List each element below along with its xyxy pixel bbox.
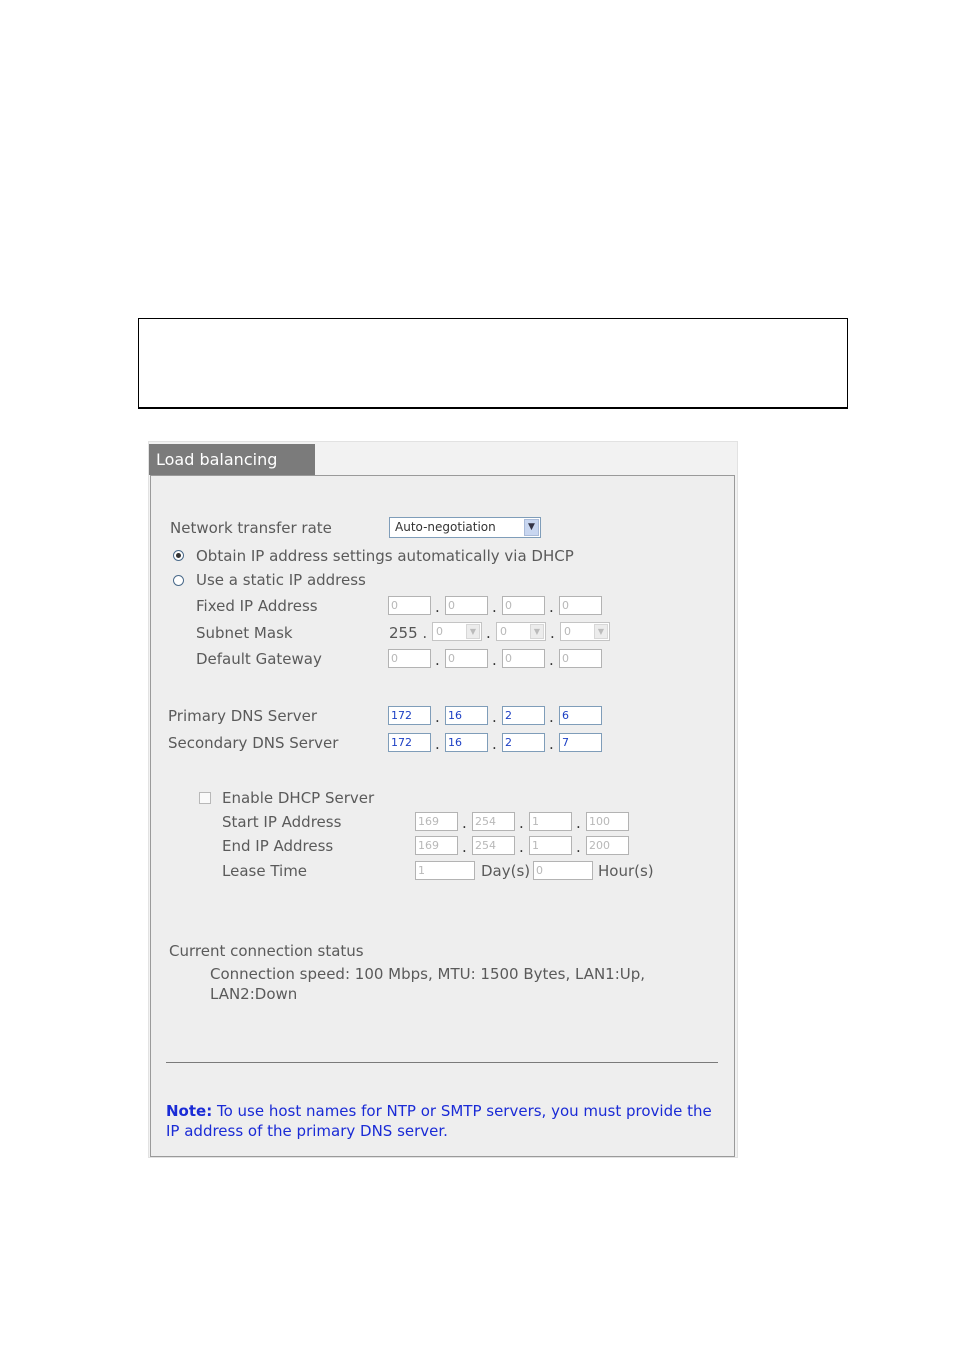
ip-separator: .	[549, 651, 554, 669]
ip-separator: .	[435, 598, 440, 616]
start-ip-octet-4[interactable]: 100	[586, 812, 629, 831]
primary-dns-octet-2[interactable]: 16	[445, 706, 488, 725]
lease-time-label: Lease Time	[222, 862, 308, 880]
days-unit-label: Day(s)	[481, 862, 531, 880]
ip-separator: .	[435, 735, 440, 753]
subnet-octet-4-value: 0	[564, 625, 571, 638]
primary-dns-octet-1[interactable]: 172	[388, 706, 431, 725]
subnet-octet-4-select[interactable]	[560, 622, 610, 641]
dhcp-radio[interactable]	[173, 550, 184, 561]
secondary-dns-octet-4[interactable]: 7	[559, 733, 602, 752]
end-ip-label: End IP Address	[222, 837, 334, 855]
ip-separator: .	[492, 598, 497, 616]
secondary-dns-octet-2[interactable]: 16	[445, 733, 488, 752]
primary-dns-octet-3[interactable]: 2	[502, 706, 545, 725]
gateway-octet-3[interactable]: 0	[502, 649, 545, 668]
ip-separator: .	[576, 814, 581, 832]
note-text-line-2: IP address of the primary DNS server.	[166, 1122, 448, 1140]
fixed-ip-octet-1[interactable]: 0	[388, 596, 431, 615]
ip-separator: .	[486, 624, 491, 642]
start-ip-octet-3[interactable]: 1	[529, 812, 572, 831]
primary-dns-octet-4[interactable]: 6	[559, 706, 602, 725]
default-gateway-label: Default Gateway	[196, 650, 322, 668]
end-ip-octet-4[interactable]: 200	[586, 836, 629, 855]
transfer-rate-label: Network transfer rate	[170, 519, 332, 537]
chevron-down-icon[interactable]: ▼	[594, 624, 608, 639]
gateway-octet-1[interactable]: 0	[388, 649, 431, 668]
subnet-octet-3-value: 0	[500, 625, 507, 638]
chevron-down-icon[interactable]: ▼	[466, 624, 480, 639]
chevron-down-icon[interactable]: ▼	[530, 624, 544, 639]
ip-separator: .	[492, 651, 497, 669]
dns-note	[166, 1101, 718, 1141]
subnet-octet-2-select[interactable]	[432, 622, 482, 641]
end-ip-octet-3[interactable]: 1	[529, 836, 572, 855]
enable-dhcp-checkbox[interactable]	[199, 792, 211, 804]
fixed-ip-octet-4[interactable]: 0	[559, 596, 602, 615]
ip-separator: .	[549, 708, 554, 726]
lease-days-input[interactable]: 1	[415, 861, 475, 880]
subnet-mask-label: Subnet Mask	[196, 624, 293, 642]
secondary-dns-octet-3[interactable]: 2	[502, 733, 545, 752]
gateway-octet-2[interactable]: 0	[445, 649, 488, 668]
ip-separator: .	[492, 735, 497, 753]
tab-load-balancing[interactable]: Load balancing	[149, 444, 315, 475]
ip-separator: .	[462, 814, 467, 832]
connection-status-heading: Current connection status	[169, 942, 364, 960]
ip-separator: .	[550, 624, 555, 642]
fixed-ip-label: Fixed IP Address	[196, 597, 318, 615]
transfer-rate-select[interactable]	[389, 517, 541, 538]
note-text-line-1: To use host names for NTP or SMTP servers, you must provide the	[212, 1102, 712, 1120]
blank-frame	[138, 318, 848, 409]
ip-separator: .	[519, 838, 524, 856]
chevron-down-icon[interactable]: ▼	[524, 519, 539, 536]
start-ip-label: Start IP Address	[222, 813, 342, 831]
ip-separator: .	[549, 598, 554, 616]
lease-hours-input[interactable]: 0	[533, 861, 593, 880]
primary-dns-label: Primary DNS Server	[168, 707, 317, 725]
secondary-dns-label: Secondary DNS Server	[168, 734, 339, 752]
subnet-first-octet: 255 .	[389, 624, 428, 642]
ip-separator: .	[549, 735, 554, 753]
subnet-octet-2-value: 0	[436, 625, 443, 638]
dhcp-radio-label: Obtain IP address settings automatically via DHCP	[196, 547, 574, 565]
ip-separator: .	[519, 814, 524, 832]
connection-status-line-1: Connection speed: 100 Mbps, MTU: 1500 Bytes, LAN1:Up,	[210, 965, 646, 983]
start-ip-octet-1[interactable]: 169	[415, 812, 458, 831]
ip-separator: .	[492, 708, 497, 726]
enable-dhcp-label: Enable DHCP Server	[222, 789, 375, 807]
ip-separator: .	[462, 838, 467, 856]
fixed-ip-octet-3[interactable]: 0	[502, 596, 545, 615]
fixed-ip-octet-2[interactable]: 0	[445, 596, 488, 615]
static-ip-radio-label: Use a static IP address	[196, 571, 366, 589]
ip-separator: .	[576, 838, 581, 856]
subnet-octet-3-select[interactable]	[496, 622, 546, 641]
ip-separator: .	[435, 651, 440, 669]
ip-separator: .	[435, 708, 440, 726]
connection-status-line-2: LAN2:Down	[210, 985, 298, 1003]
note-prefix: Note:	[166, 1102, 213, 1120]
transfer-rate-value: Auto-negotiation	[395, 520, 496, 534]
secondary-dns-octet-1[interactable]: 172	[388, 733, 431, 752]
static-ip-radio[interactable]	[173, 575, 184, 586]
hours-unit-label: Hour(s)	[598, 862, 654, 880]
end-ip-octet-1[interactable]: 169	[415, 836, 458, 855]
start-ip-octet-2[interactable]: 254	[472, 812, 515, 831]
gateway-octet-4[interactable]: 0	[559, 649, 602, 668]
end-ip-octet-2[interactable]: 254	[472, 836, 515, 855]
divider	[166, 1062, 718, 1063]
